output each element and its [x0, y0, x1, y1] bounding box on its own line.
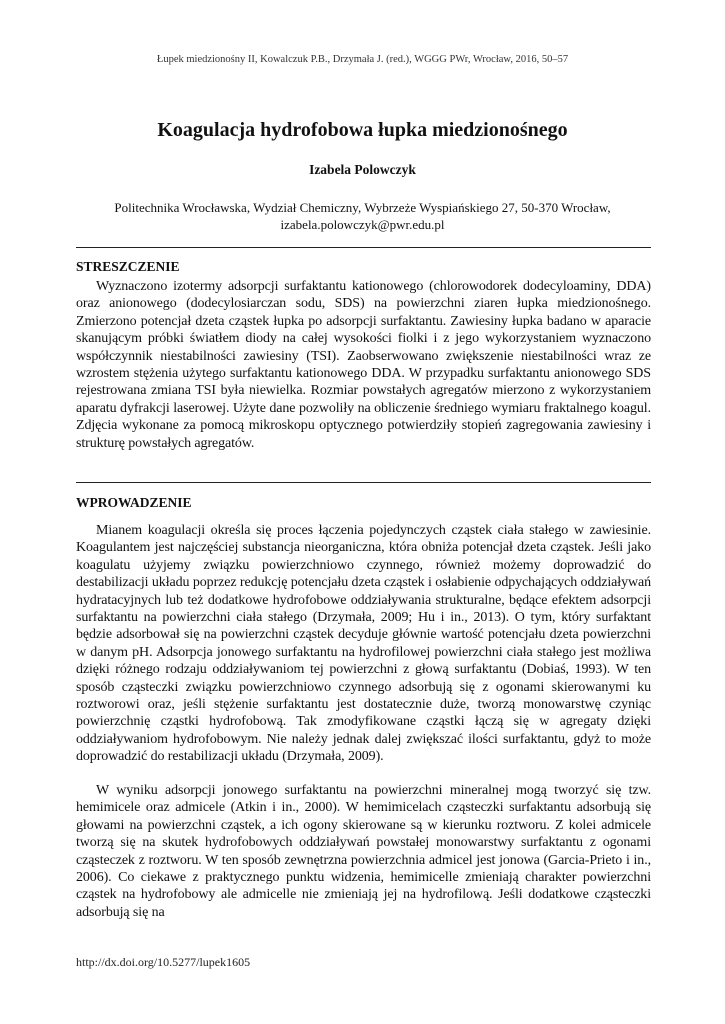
abstract-divider — [76, 482, 651, 483]
abstract-text: Wyznaczono izotermy adsorpcji surfaktantu kationowego (chlorowodorek dodecyloaminy, DDA) oraz anionowego (dodecylosiarczan sodu, SDS) na powierzchni ziaren łupka miedzionośnego. Zmierzono potencjał dzeta cząstek łupka po adsorpcji surfaktantu. Zawiesiny łupka badano w aparacie skanującym próbki światłem diody na całej wysokości fiolki i z jego wykorzystaniem wyznaczono współczynnik niestabilności zawiesiny (TSI). Zaobserwowano zwiększenie niestabilności wraz ze wzrostem stężenia użytego surfaktantu kationowego DDA. W przypadku surfaktantu anionowego SDS rejestrowana zmiana TSI była niewielka. Rozmiar powstałych agregatów mierzono z wykorzystaniem aparatu dyfrakcji laserowej. Użyte dane pozwoliły na obliczenie średniego wymiaru fraktalnego koagul. Zdjęcia wykonane za pomocą mikroskopu optycznego potwierdziły stopień zagregowania zawiesiny i strukturę powstałych agregatów. — [76, 279, 651, 451]
top-divider — [76, 247, 651, 248]
affiliation — [80, 199, 645, 233]
introduction-heading: WPROWADZENIE — [76, 495, 192, 510]
author-name: Izabela Polowczyk — [309, 162, 416, 177]
author-email: izabela.polowczyk@pwr.edu.pl — [280, 217, 445, 232]
paper-title: Koagulacja hydrofobowa łupka miedzionośnego — [157, 119, 568, 141]
introduction-paragraph-1: Mianem koagulacji określa się proces łączenia pojedynczych cząstek ciała stałego w zawiesinie. Koagulantem jest najczęściej substancja nieorganiczna, która obniża potencjał dzeta cząstek. Jeśli jako koagulatu użyjemy związku powierzchniowo czynnego, również możemy doprowadzić do destabilizacji układu poprzez redukcję potencjału dzeta cząstek i osłabienie odpychających oddziaływań hydratacyjnych lub też dodatkowe hydrofobowe oddziaływania strukturalne, będące efektem adsorpcji surfaktantu na powierzchni ciała stałego (Drzymała, 2009; Hu i in., 2013). O tym, który surfaktant będzie adsorbował się na powierzchni cząstek decyduje głównie wartość potencjału dzeta powierzchni w danym pH. Adsorpcja jonowego surfaktantu na hydrofilowej powierzchni ciała stałego jest możliwa dzięki różnego rodzaju oddziaływaniom tej powierzchni z głową surfaktantu (Dobiaś, 1993). W ten sposób cząsteczki związku powierzchniowo czynnego adsorbują się z ogonami skierowanymi ku roztworowi oraz, jeśli stężenie surfaktantu jest dostatecznie duże, tworzą monowarstwę czyniąc powierzchnię cząstki hydrofobową. Tak zmodyfikowane cząstki łączą się w agregaty dzięki oddziaływaniom hydrofobowym. Nie należy jednak dalej zwiększać ilości surfaktantu, gdyż to może doprowadzić do restabilizacji układu (Drzymała, 2009). — [76, 523, 651, 765]
running-head: Łupek miedzionośny II, Kowalczuk P.B., Drzymała J. (red.), WGGG PWr, Wrocław, 2016, 50–57 — [156, 54, 569, 65]
abstract-heading: STRESZCZENIE — [76, 259, 180, 274]
introduction-paragraph-2: W wyniku adsorpcji jonowego surfaktantu na powierzchni mineralnej mogą tworzyć się tzw. hemimicele oraz admicele (Atkin i in., 2000). W hemimicelach cząsteczki surfaktantu adsorbują się głowami na powierzchni cząstek, a ich ogony skierowane są w kierunku roztworu. Z kolei admicele tworzą się na skutek hydrofobowych oddziaływań powstałej monowarstwy surfaktantu z ogonami cząsteczek z roztworu. W ten sposób zewnętrzna powierzchnia admicel jest jonowa (Garcia-Prieto i in., 2006). Co ciekawe z praktycznego punktu widzenia, hemimicelle zmieniają charakter powierzchni cząstek na hydrofobowy ale admicelle nie zmieniają jej na hydrofilową. Jeśli dodatkowe cząsteczki adsorbują się na — [76, 783, 651, 920]
affiliation-address: Politechnika Wrocławska, Wydział Chemiczny, Wybrzeże Wyspiańskiego 27, 50-370 Wrocław, — [114, 200, 611, 215]
doi-link[interactable]: http://dx.doi.org/10.5277/lupek1605 — [76, 955, 251, 969]
